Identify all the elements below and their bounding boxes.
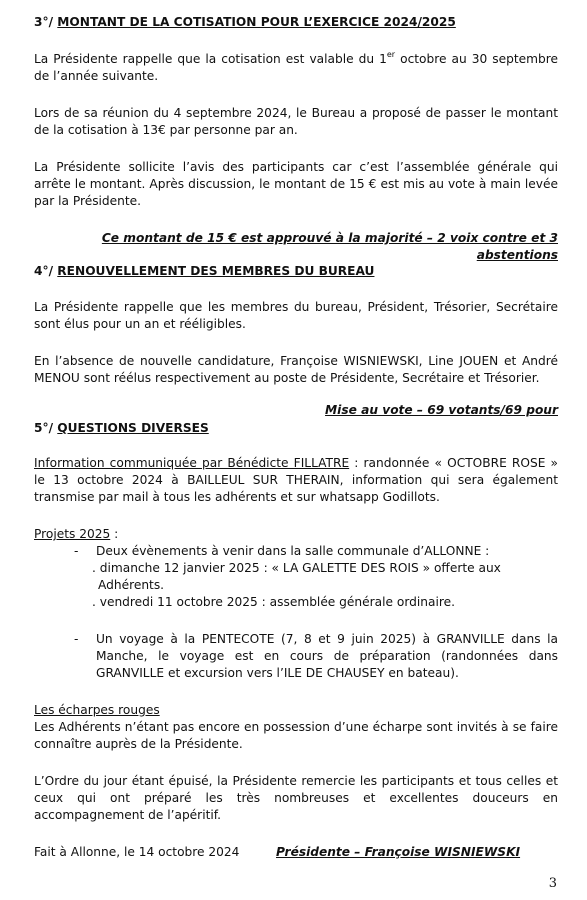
- section-4-heading: 4°/ RENOUVELLEMENT DES MEMBRES DU BUREAU: [34, 264, 375, 278]
- section-5-heading: 5°/ QUESTIONS DIVERSES: [34, 421, 209, 435]
- projets-heading: Projets 2025 :: [34, 527, 119, 541]
- echarpes-paragraph: Les Adhérents n’étant pas encore en possession d’une écharpe sont invités à se faire connaître auprès de la Présidente.: [34, 720, 558, 751]
- projets-list: [34, 543, 558, 611]
- footer: [34, 844, 558, 861]
- section-3: [34, 14, 558, 31]
- section-3-result: Ce montant de 15 € est approuvé à la majorité – 2 voix contre et 3 abstentions: [101, 231, 558, 262]
- sub-list-item: . vendredi 11 octobre 2025 : assemblée générale ordinaire.: [92, 595, 455, 609]
- closing-paragraph: L’Ordre du jour étant épuisé, la Présidente remercie les participants et tous celles et ceux qui ont préparé les très nombreuses et excellentes douceurs en accompagnement de l’apéritif.: [34, 774, 558, 822]
- list-item: - Un voyage à la PENTECOTE (7, 8 et 9 juin 2025) à GRANVILLE dans la Manche, le voyage est en cours de préparation (randonnées dans GRANVILLE et excursion vers l’ILE DE CHAUSEY en bateau).: [74, 632, 558, 680]
- place-date: Fait à Allonne, le 14 octobre 2024: [34, 845, 240, 859]
- section-4-paragraph-2: En l’absence de nouvelle candidature, Françoise WISNIEWSKI, Line JOUEN et André MENOU sont réélus respectivement au poste de Présidente, Secrétaire et Trésorier.: [34, 354, 558, 385]
- section-4-paragraph-1: La Présidente rappelle que les membres du bureau, Président, Trésorier, Secrétaire sont élus pour un an et rééligibles.: [34, 300, 558, 331]
- section-3-heading: 3°/ MONTANT DE LA COTISATION POUR L’EXERCICE 2024/2025: [34, 15, 456, 29]
- list-dash: -: [74, 632, 79, 646]
- section-5-information: Information communiquée par Bénédicte FILLATRE : randonnée « OCTOBRE ROSE » le 13 octobre 2024 à BAILLEUL SUR THERAIN, information qui sera également transmise par mail à tous les adhérents et sur whatsapp Godillots.: [34, 456, 558, 504]
- signature: Présidente – Françoise WISNIEWSKI: [276, 845, 521, 859]
- page-number: 3: [548, 876, 557, 891]
- list-dash: -: [74, 544, 79, 558]
- section-3-paragraph-3: La Présidente sollicite l’avis des participants car c’est l’assemblée générale qui arrête le montant. Après discussion, le montant de 15 € est mis au vote à main levée par la Présidente.: [34, 160, 558, 208]
- sub-list-item: . dimanche 12 janvier 2025 : « LA GALETTE DES ROIS » offerte aux: [92, 561, 501, 575]
- sub-list-item-continuation: Adhérents.: [98, 578, 165, 592]
- echarpes-heading: Les écharpes rouges: [34, 703, 160, 717]
- section-3-paragraph-1: La Présidente rappelle que la cotisation est valable du 1er octobre au 30 septembre de l’année suivante.: [34, 49, 558, 83]
- section-4-vote: Mise au vote – 69 votants/69 pour: [325, 403, 558, 417]
- information-label: Information communiquée par Bénédicte FILLATRE: [34, 456, 350, 470]
- section-3-paragraph-2: Lors de sa réunion du 4 septembre 2024, le Bureau a proposé de passer le montant de la cotisation à 13€ par personne par an.: [34, 106, 558, 137]
- list-item: - Deux évènements à venir dans la salle communale d’ALLONNE :: [74, 544, 490, 558]
